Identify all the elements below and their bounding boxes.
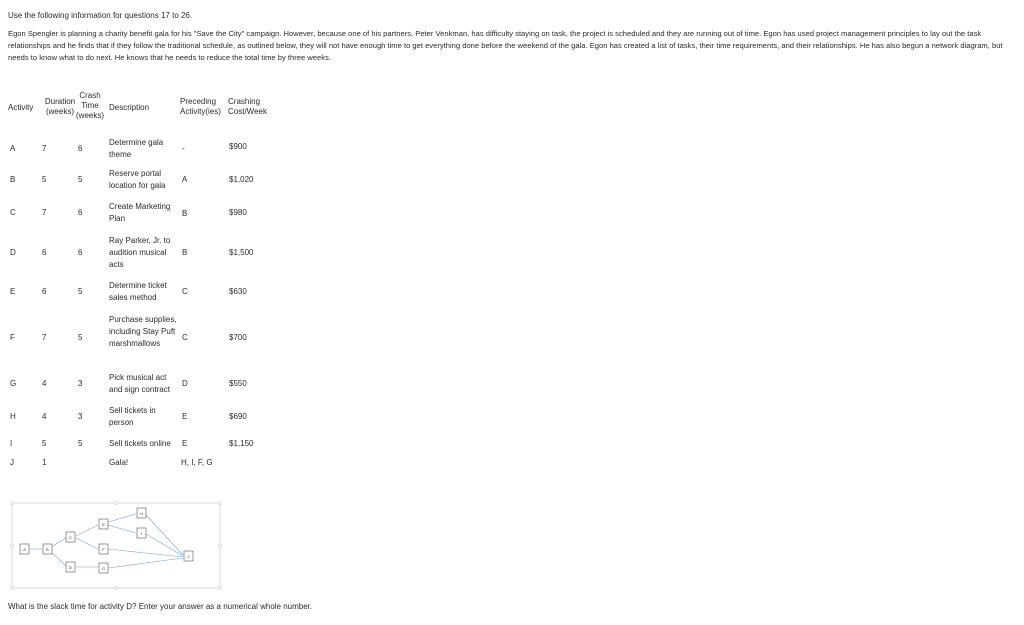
cell-duration: 7 bbox=[42, 144, 47, 153]
cell-description: Sell tickets in person bbox=[109, 406, 156, 427]
svg-text:B: B bbox=[46, 547, 49, 552]
node-c bbox=[66, 532, 75, 542]
edge-f-j bbox=[108, 549, 183, 557]
header-description: Description bbox=[109, 103, 150, 112]
cell-description: Sell tickets online bbox=[109, 439, 171, 448]
header-cost: Crashing Cost/Week bbox=[228, 97, 267, 116]
cell-activity: C bbox=[10, 208, 16, 217]
intro-line: Use the following information for questions 17 to 26. bbox=[8, 11, 193, 20]
edge-b-d bbox=[51, 552, 66, 566]
cell-crash: 6 bbox=[78, 144, 83, 153]
frame-handle bbox=[10, 501, 13, 504]
cell-duration: 5 bbox=[42, 175, 47, 184]
cell-preceding: C bbox=[182, 333, 188, 342]
cell-preceding: B bbox=[182, 248, 188, 257]
frame-handle bbox=[218, 501, 221, 504]
cell-activity: A bbox=[10, 144, 16, 153]
cell-activity: I bbox=[10, 439, 13, 448]
network-diagram bbox=[8, 500, 223, 592]
edge-i-j bbox=[146, 534, 183, 556]
frame-handle bbox=[114, 586, 117, 589]
cell-duration: 4 bbox=[42, 412, 47, 421]
cell-preceding: C bbox=[182, 287, 188, 296]
cell-duration: 1 bbox=[42, 458, 47, 467]
edge-c-e bbox=[76, 525, 98, 536]
cell-crash: 6 bbox=[78, 248, 83, 257]
svg-text:F: F bbox=[102, 547, 105, 552]
cell-description: Gala! bbox=[109, 458, 129, 467]
frame-handle bbox=[218, 544, 221, 547]
cell-description: Create Marketing Plan bbox=[109, 202, 171, 223]
cell-crash: 5 bbox=[78, 287, 83, 296]
svg-text:A: A bbox=[23, 547, 26, 552]
cell-preceding: E bbox=[182, 412, 188, 421]
cell-preceding: - bbox=[182, 144, 185, 153]
node-g bbox=[99, 563, 108, 573]
node-f bbox=[99, 544, 108, 554]
cell-duration: 7 bbox=[42, 333, 47, 342]
svg-text:J: J bbox=[187, 554, 190, 559]
cell-duration: 6 bbox=[42, 287, 47, 296]
cell-description: Reserve portal location for gala bbox=[109, 169, 166, 190]
question-text: What is the slack time for activity D? Enter your answer as a numerical whole number. bbox=[8, 602, 313, 611]
cell-activity: H bbox=[10, 412, 16, 421]
cell-preceding: H, I, F, G bbox=[181, 458, 213, 467]
node-d bbox=[66, 562, 75, 572]
frame-handle bbox=[218, 586, 221, 589]
node-e bbox=[99, 519, 108, 529]
cell-crash: 5 bbox=[78, 175, 83, 184]
cell-cost: $550 bbox=[229, 379, 247, 388]
cell-activity: F bbox=[10, 333, 15, 342]
cell-cost: $1,150 bbox=[229, 439, 254, 448]
cell-activity: J bbox=[10, 458, 14, 467]
cell-crash: 5 bbox=[78, 333, 83, 342]
cell-cost: $1,020 bbox=[229, 175, 254, 184]
cell-duration: 5 bbox=[42, 439, 47, 448]
node-b bbox=[43, 544, 52, 554]
cell-description: Determine ticket sales method bbox=[109, 281, 167, 302]
cell-cost: $900 bbox=[229, 142, 247, 151]
edge-e-i bbox=[108, 525, 136, 533]
node-j bbox=[184, 551, 193, 561]
frame-handle bbox=[114, 501, 117, 504]
svg-text:I: I bbox=[140, 531, 143, 536]
cell-crash: 3 bbox=[78, 412, 83, 421]
cell-cost: $690 bbox=[229, 412, 247, 421]
svg-text:G: G bbox=[101, 566, 106, 571]
svg-text:E: E bbox=[102, 522, 105, 527]
svg-text:C: C bbox=[69, 535, 72, 540]
frame-handle bbox=[10, 544, 13, 547]
cell-activity: G bbox=[10, 379, 17, 388]
header-preceding: Preceding Activity(ies) bbox=[180, 97, 221, 116]
header-crash: Crash Time (weeks) bbox=[76, 91, 105, 120]
cell-cost: $1,500 bbox=[229, 248, 254, 257]
cell-crash: 5 bbox=[78, 439, 83, 448]
cell-description: Purchase supplies, including Stay Puft marshmallows bbox=[109, 315, 177, 348]
header-activity: Activity bbox=[8, 103, 34, 112]
header-duration: Duration (weeks) bbox=[44, 97, 76, 116]
cell-cost: $980 bbox=[229, 208, 247, 217]
edge-c-f bbox=[76, 538, 98, 549]
cell-description: Determine gala theme bbox=[109, 138, 164, 159]
edge-h-j bbox=[146, 515, 183, 555]
cell-preceding: A bbox=[182, 175, 188, 184]
svg-text:H: H bbox=[140, 511, 143, 516]
edge-e-h bbox=[108, 514, 136, 522]
frame-handle bbox=[10, 586, 13, 589]
cell-crash: 3 bbox=[78, 379, 83, 388]
cell-duration: 6 bbox=[42, 248, 47, 257]
cell-activity: D bbox=[10, 248, 16, 257]
cell-duration: 4 bbox=[42, 379, 47, 388]
cell-crash: 6 bbox=[78, 208, 83, 217]
node-a bbox=[20, 544, 29, 554]
cell-duration: 7 bbox=[42, 208, 47, 217]
cell-cost: $630 bbox=[229, 287, 247, 296]
node-i bbox=[137, 528, 146, 538]
cell-preceding: D bbox=[182, 379, 188, 388]
cell-preceding: B bbox=[182, 209, 188, 218]
cell-preceding: E bbox=[182, 439, 188, 448]
svg-text:D: D bbox=[69, 565, 72, 570]
cell-activity: B bbox=[10, 175, 16, 184]
edge-g-j bbox=[108, 558, 183, 568]
problem-paragraph: Egon Spengler is planning a charity benefit gala for his "Save the City" campaign. However, because one of his partners, Peter Venkman, has difficulty staying on task, the project is scheduled and they are running out of time. Egon has used project management principles to lay out the task relationships and he finds that if they follow the traditional schedule, as outlined below, they will not have enough time to get everything done before the weekend of the gala. Egon has created a list of tasks, their time requirements, and their relationships. He has also begun a network diagram, but needs to know what to do next. He knows that he needs to reduce the total time by three weeks. bbox=[8, 29, 1003, 62]
node-h bbox=[137, 508, 146, 518]
edge-b-c bbox=[51, 538, 66, 547]
cell-cost: $700 bbox=[229, 333, 247, 342]
cell-activity: E bbox=[10, 287, 16, 296]
cell-description: Ray Parker, Jr. to audition musical acts bbox=[109, 236, 171, 269]
cell-description: Pick musical act and sign contract bbox=[109, 373, 170, 394]
